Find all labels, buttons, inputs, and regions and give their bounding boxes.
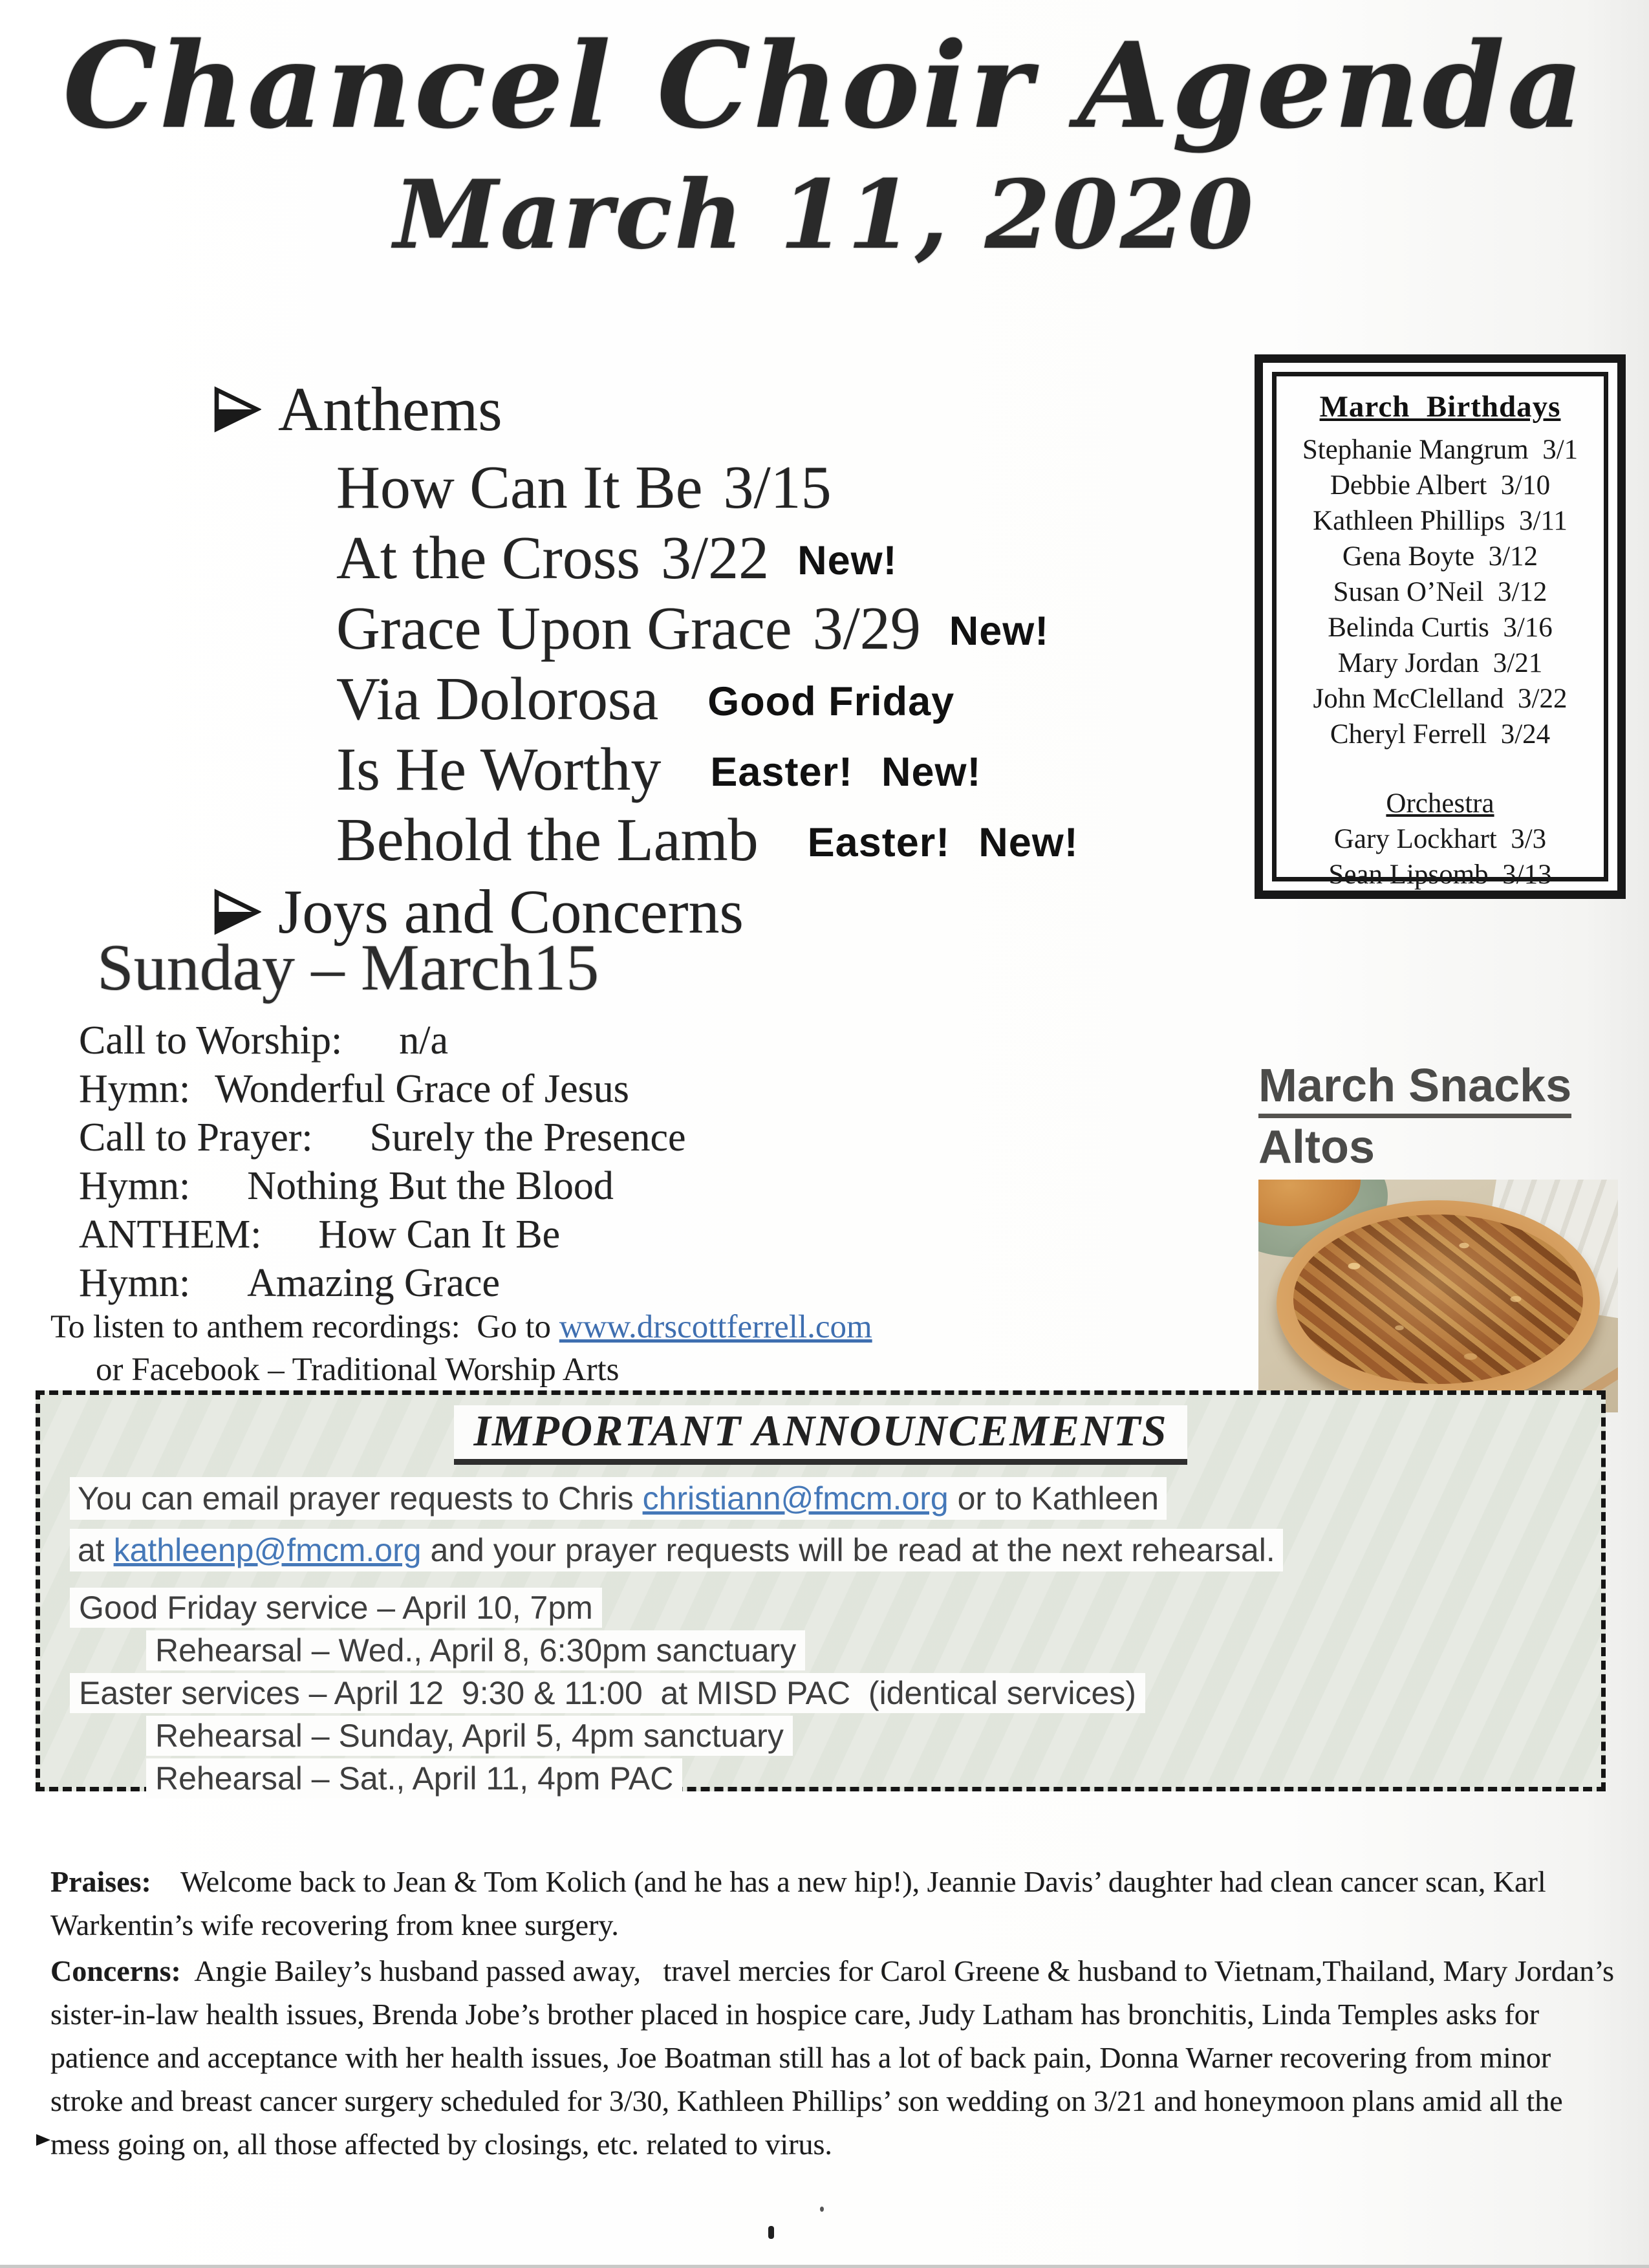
anthem-title: How Can It Be — [336, 454, 703, 521]
anthem-tag: New! — [978, 820, 1079, 865]
holy-week-schedule — [70, 1586, 1571, 1800]
order-label: Hymn: — [79, 1067, 191, 1111]
order-value: n/a — [399, 1019, 448, 1063]
announcements-heading: IMPORTANT ANNOUNCEMENTS — [454, 1405, 1187, 1465]
birthdays-box — [1255, 354, 1626, 899]
order-row — [79, 1211, 1049, 1259]
order-value: Amazing Grace — [247, 1261, 500, 1305]
anthem-title: Behold the Lamb — [336, 806, 759, 874]
anthem-date: 3/29 — [812, 595, 921, 662]
schedule-line — [70, 1586, 1571, 1629]
scan-artifact-mark — [36, 2134, 50, 2146]
order-value: Surely the Presence — [369, 1116, 686, 1160]
schedule-text: Easter services – April 12 9:30 & 11:00 at MISD PAC (identical services) — [70, 1673, 1145, 1713]
chris-email-link[interactable]: christiann@fmcm.org — [642, 1480, 949, 1517]
agenda-section — [213, 374, 1209, 946]
anthem-title: Grace Upon Grace — [336, 595, 792, 662]
birthdays-heading: March Birthdays — [1319, 390, 1561, 424]
arrow-bullet-icon — [213, 888, 261, 936]
recordings-line2: or Facebook – Traditional Worship Arts — [96, 1352, 620, 1388]
order-label: Hymn: — [79, 1261, 191, 1305]
order-value: Wonderful Grace of Jesus — [215, 1067, 629, 1111]
arrow-bullet-icon — [213, 385, 261, 433]
concerns-text: Angie Bailey’s husband passed away, travel mercies for Carol Greene & husband to Vietnam,Thailand, Mary Jordan’s sister-in-law health issues, Brenda Jobe’s brother placed in hospice care, Judy Latham has bronchitis, Linda Temples asks for patience and acceptance with her health issues, Joe Boatman still has a lot of back pain, Donna Warner recovering from minor stroke and breast cancer surgery scheduled for 3/30, Kathleen Phillips’ son wedding on 3/21 and honeymoon plans amid all the mess going on, all those affected by closings, etc. related to virus. — [50, 1954, 1622, 2161]
concerns-label: Concerns: — [50, 1954, 181, 1987]
email-text-part1: You can email prayer requests to Chris — [78, 1480, 643, 1517]
order-row — [79, 1259, 1049, 1308]
order-label: ANTHEM: — [79, 1213, 262, 1257]
order-value: Nothing But the Blood — [247, 1164, 614, 1208]
anthem-date: 3/22 — [661, 524, 770, 592]
snacks-heading: March Snacks — [1258, 1062, 1571, 1118]
order-row — [79, 1065, 1049, 1114]
birthday-entry: Mary Jordan 3/21 — [1337, 648, 1543, 678]
email-instructions — [70, 1473, 1571, 1576]
praises-text: Welcome back to Jean & Tom Kolich (and he has a new hip!), Jeannie Davis’ daughter had clean cancer scan, Karl Warkentin’s wife recovering from knee surgery. — [50, 1865, 1553, 1941]
recordings-note — [50, 1308, 1150, 1389]
anthem-item — [336, 665, 1209, 733]
recordings-prefix: To listen to anthem recordings: Go to — [50, 1309, 559, 1345]
birthday-entry: Gena Boyte 3/12 — [1342, 541, 1538, 572]
sunday-section — [79, 931, 1049, 1308]
email-text-part4: and your prayer requests will be read at the next rehearsal. — [421, 1531, 1275, 1568]
orchestra-entry: Sean Lipsomb 3/13 — [1328, 859, 1552, 890]
schedule-line — [146, 1714, 1571, 1757]
email-instructions-text — [70, 1477, 1283, 1571]
order-value: How Can It Be — [318, 1213, 561, 1257]
birthday-entry: Belinda Curtis 3/16 — [1328, 612, 1553, 643]
prayer-section — [50, 1860, 1622, 2168]
schedule-text: Good Friday service – April 10, 7pm — [70, 1588, 602, 1628]
pie-highlights — [1277, 1200, 1600, 1406]
announcements-box — [36, 1390, 1606, 1797]
snacks-group: Altos — [1258, 1121, 1375, 1173]
praises-paragraph — [50, 1860, 1618, 1947]
schedule-line — [146, 1629, 1571, 1672]
concerns-paragraph — [50, 1949, 1622, 2166]
anthem-tag: New! — [881, 750, 982, 795]
orchestra-heading: Orchestra — [1386, 788, 1494, 819]
birthday-entry: Susan O’Neil 3/12 — [1333, 577, 1547, 607]
scan-speck — [768, 2226, 774, 2239]
order-label: Hymn: — [79, 1164, 191, 1208]
pecan-pie-photo — [1258, 1180, 1618, 1412]
kathleen-email-link[interactable]: kathleenp@fmcm.org — [113, 1531, 422, 1568]
anthem-item — [336, 595, 1209, 662]
order-label: Call to Prayer: — [79, 1116, 313, 1160]
anthem-list — [336, 454, 1209, 874]
anthem-tag: New! — [797, 538, 898, 583]
title-block — [0, 16, 1649, 271]
anthem-tag: New! — [949, 609, 1050, 654]
anthem-title: Via Dolorosa — [336, 665, 659, 733]
schedule-text: Rehearsal – Sat., April 11, 4pm PAC — [146, 1758, 682, 1798]
announcements-heading-wrap — [70, 1405, 1571, 1465]
order-row — [79, 1017, 1049, 1065]
schedule-text: Rehearsal – Sunday, April 5, 4pm sanctuary — [146, 1716, 793, 1756]
page-title: Chancel Choir Agenda — [63, 16, 1586, 155]
anthem-title: At the Cross — [336, 524, 640, 592]
schedule-text: Rehearsal – Wed., April 8, 6:30pm sanctuary — [146, 1630, 805, 1670]
pecan-pie-crust — [1277, 1200, 1600, 1406]
orchestra-entry: Gary Lockhart 3/3 — [1333, 824, 1547, 854]
order-row — [79, 1114, 1049, 1162]
anthem-item — [336, 736, 1209, 803]
joys-heading: Joys and Concerns — [278, 877, 744, 946]
sunday-rows — [79, 1017, 1049, 1308]
order-label: Call to Worship: — [79, 1019, 343, 1063]
anthem-date: 3/15 — [723, 454, 832, 521]
anthems-heading-row — [213, 374, 1209, 444]
praises-label: Praises: — [50, 1865, 151, 1898]
anthem-tag: Easter! — [807, 820, 951, 865]
birthday-entry: Kathleen Phillips 3/11 — [1313, 506, 1568, 536]
page-date: March 11, 2020 — [393, 160, 1256, 271]
birthdays-box-inner — [1272, 372, 1608, 890]
order-row — [79, 1162, 1049, 1211]
birthday-entry: Debbie Albert 3/10 — [1330, 470, 1551, 501]
schedule-line — [70, 1672, 1571, 1714]
schedule-line — [146, 1757, 1571, 1800]
birthday-entry: Stephanie Mangrum 3/1 — [1302, 435, 1579, 465]
anthem-item — [336, 454, 1209, 521]
email-text-part3: at — [78, 1531, 114, 1568]
birthday-entry: John McClelland 3/22 — [1313, 684, 1568, 714]
anthem-tag: Good Friday — [707, 679, 955, 724]
recordings-link[interactable]: www.drscottferrell.com — [559, 1309, 872, 1345]
birthday-entry: Cheryl Ferrell 3/24 — [1330, 719, 1551, 750]
anthem-tag: Easter! — [710, 750, 854, 795]
sunday-heading: Sunday – March15 — [97, 931, 599, 1004]
anthem-item — [336, 524, 1209, 592]
anthems-heading: Anthems — [278, 374, 502, 444]
anthem-title: Is He Worthy — [336, 736, 662, 803]
anthem-item — [336, 806, 1209, 874]
scan-speck — [820, 2207, 824, 2212]
email-text-part2: or to Kathleen — [948, 1480, 1159, 1517]
recordings-line1 — [50, 1308, 1150, 1346]
snacks-section — [1258, 1062, 1627, 1412]
